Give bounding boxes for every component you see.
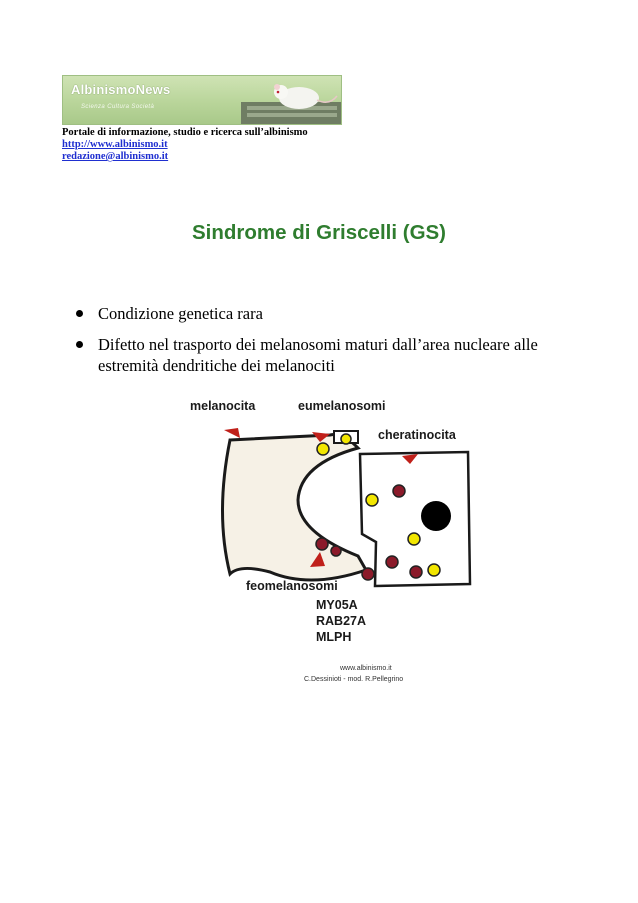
albinismo-news-banner	[62, 75, 342, 125]
feomelanosome	[316, 538, 328, 550]
bullet-text: Difetto nel trasporto dei melanosomi maturi dall’area nucleare alle estremità dendritiche dei melanociti	[98, 335, 538, 375]
bullet-icon	[76, 341, 83, 348]
eumelanosome	[317, 443, 329, 455]
feomelanosome	[331, 546, 341, 556]
label-cheratinocita: cheratinocita	[378, 428, 456, 442]
keratinocyte-nucleus	[421, 501, 451, 531]
feomelanosome	[362, 568, 374, 580]
label-eumelanosomi: eumelanosomi	[298, 399, 386, 413]
gene-label: RAB27A	[316, 614, 367, 628]
melanocita-arrow-icon	[224, 428, 240, 438]
bullet-icon	[76, 310, 83, 317]
eumelanosome	[341, 434, 351, 444]
mouse-on-keyboard-icon	[211, 76, 341, 124]
banner-tagline: Scienza Cultura Società	[81, 104, 155, 110]
bullet-list	[76, 303, 546, 386]
eumelanosome	[428, 564, 440, 576]
list-item	[76, 334, 546, 376]
banner-logo-text: AlbinismoNews	[71, 82, 171, 97]
email-link[interactable]: redazione@albinismo.it	[62, 151, 169, 162]
melanosome-transport-diagram	[180, 394, 480, 689]
list-item	[76, 303, 546, 324]
feomelanosome	[386, 556, 398, 568]
label-feomelanosomi: feomelanosomi	[246, 579, 338, 593]
gene-label: MY05A	[316, 598, 358, 612]
portal-description: Portale di informazione, studio e ricerca sull’albinismo	[62, 127, 308, 138]
feomelanosome	[410, 566, 422, 578]
page-title: Sindrome di Griscelli (GS)	[191, 221, 447, 244]
label-melanocita: melanocita	[190, 399, 256, 413]
gene-label: MLPH	[316, 630, 352, 644]
credit-authors: C.Dessinioti - mod. R.Pellegrino	[304, 676, 404, 683]
site-link[interactable]: http://www.albinismo.it	[62, 139, 168, 150]
feomelanosome	[393, 485, 405, 497]
melanocyte-shape	[223, 434, 367, 580]
credit-site: www.albinismo.it	[340, 665, 392, 672]
bullet-text: Condizione genetica rara	[98, 304, 263, 323]
eumelanosome	[366, 494, 378, 506]
eumelanosome	[408, 533, 420, 545]
